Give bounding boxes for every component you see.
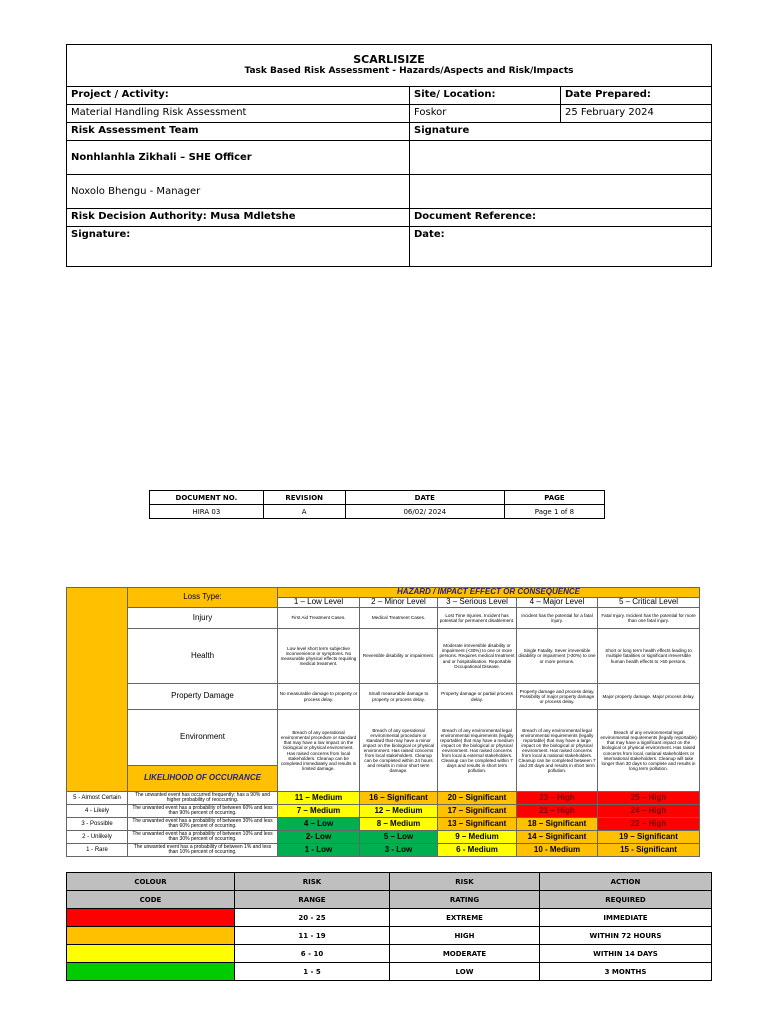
risk-score-cell: 3 - Low xyxy=(360,844,438,857)
legend-rating: MODERATE xyxy=(390,945,540,963)
legend-range: 11 - 19 xyxy=(235,927,390,945)
legend-header: CODE xyxy=(67,891,235,909)
risk-score-cell: 9 – Medium xyxy=(438,831,517,844)
property-damage-cell: Major property damage. Major process delay. xyxy=(598,684,700,710)
likelihood-label: 2 - Unlikely xyxy=(67,831,128,844)
property-damage-cell: Property damage and process delay. Possibility of major property damage or process delay. xyxy=(517,684,598,710)
environment-label: Environment xyxy=(128,710,278,766)
injury-cell: Lost Time Injuries. Incident has potential for permanent disablement. xyxy=(438,608,517,629)
health-cell: Reversible disability or impairment. xyxy=(360,629,438,684)
likelihood-description: The unwanted event has occurred frequently; has a 90% and higher probability of reoccurring. xyxy=(128,792,278,805)
environment-cell: Breach of any operational environmental procedure or standard that may have a minor impact on the biological or physical environment. Has raised concerns from local stakeholders. Cleanup can be completed within 24 hours and results in minor short term damage. xyxy=(360,710,438,792)
likelihood-description: The unwanted event has a probability of between 1% and less than 10% percent of occurring. xyxy=(128,844,278,857)
signature-cell-1 xyxy=(410,141,712,175)
likelihood-label: 5 - Almost Certain xyxy=(67,792,128,805)
doc-no-header: DOCUMENT NO. xyxy=(150,491,264,505)
level-5-header: 5 – Critical Level xyxy=(598,598,700,608)
team-member-1: Nonhlanhla Zikhali – SHE Officer xyxy=(67,141,410,175)
risk-score-cell: 14 – Significant xyxy=(517,831,598,844)
document-reference-label: Document Reference: xyxy=(410,209,712,227)
site-value: Foskor xyxy=(410,105,561,123)
level-2-header: 2 – Minor Level xyxy=(360,598,438,608)
hazard-title: HAZARD / IMPACT EFFECT OR CONSEQUENCE xyxy=(278,588,700,598)
level-3-header: 3 – Serious Level xyxy=(438,598,517,608)
legend-header: REQUIRED xyxy=(540,891,712,909)
legend-rating: EXTREME xyxy=(390,909,540,927)
team-label: Risk Assessment Team xyxy=(67,123,410,141)
risk-score-cell: 16 – Significant xyxy=(360,792,438,805)
likelihood-label: 3 - Possible xyxy=(67,818,128,831)
likelihood-label: 4 - Likely xyxy=(67,805,128,818)
risk-score-cell: 6 - Medium xyxy=(438,844,517,857)
environment-cell: Breach of any environmental legal environmental requirements (legally reportable) that may have a significant impact on the biological or physical environment. Has raised concerns from local, national stakeholders or international stakeholders. Cleanup will take longer than 30 days to complete and results in long term pollution. xyxy=(598,710,700,792)
risk-score-cell: 13 – Significant xyxy=(438,818,517,831)
legend-range: 6 - 10 xyxy=(235,945,390,963)
site-label: Site/ Location: xyxy=(410,87,561,105)
project-label: Project / Activity: xyxy=(67,87,410,105)
likelihood-label: 1 - Rare xyxy=(67,844,128,857)
level-4-header: 4 – Major Level xyxy=(517,598,598,608)
risk-score-cell: 23 – High xyxy=(517,792,598,805)
matrix-side-block xyxy=(67,588,128,792)
health-cell: Moderate irreversible disability or impairment (<30%) to one or more persons. Requires medical treatment and or hospitalisation. Reportable Occupational Disease. xyxy=(438,629,517,684)
signature-cell-2 xyxy=(410,175,712,209)
legend-range: 1 - 5 xyxy=(235,963,390,981)
risk-score-cell: 5 – Low xyxy=(360,831,438,844)
likelihood-title: LIKELIHOOD OF OCCURANCE xyxy=(128,766,278,792)
environment-cell: Breach of any environmental legal environmental requirements (legally reportable) that may have a medium impact on the biological or physical environment. Has raised concerns from local & external stakeholders. Cleanup can be completed within 7 days and results in short term pollution. xyxy=(438,710,517,792)
risk-score-cell: 7 – Medium xyxy=(278,805,360,818)
date-label-2: Date: xyxy=(410,227,712,267)
signature-label-2: Signature: xyxy=(67,227,410,267)
legend-header: RATING xyxy=(390,891,540,909)
health-cell: Low level short term subjective inconvenience or symptoms. No measurable physical effects requiring medical treatment. xyxy=(278,629,360,684)
injury-cell: Incident has the potential for a fatal injury. xyxy=(517,608,598,629)
risk-decision-authority: Risk Decision Authority: Musa Mdletshe xyxy=(67,209,410,227)
project-value: Material Handling Risk Assessment xyxy=(67,105,410,123)
legend-colour-swatch xyxy=(67,909,235,927)
revision-header: REVISION xyxy=(263,491,345,505)
legend-colour-swatch xyxy=(67,963,235,981)
level-1-header: 1 – Low Level xyxy=(278,598,360,608)
health-label: Health xyxy=(128,629,278,684)
injury-label: Injury xyxy=(128,608,278,629)
risk-score-cell: 15 - Significant xyxy=(598,844,700,857)
team-member-2: Noxolo Bhengu - Manager xyxy=(67,175,410,209)
risk-score-cell: 2- Low xyxy=(278,831,360,844)
environment-cell: Breach of any operational environmental procedure or standard that may have a low impact on the biological or physical environment. Has raised concerns from local stakeholders. Cleanup can be completed immediately and results in limited damage. xyxy=(278,710,360,792)
date-header: DATE xyxy=(345,491,504,505)
risk-score-cell: 10 - Medium xyxy=(517,844,598,857)
legend-colour-swatch xyxy=(67,927,235,945)
doc-no-value: HIRA 03 xyxy=(150,505,264,519)
property-damage-label: Property Damage xyxy=(128,684,278,710)
likelihood-description: The unwanted event has a probability of between 30% and less than 60% percent of occurring. xyxy=(128,818,278,831)
risk-score-cell: 25 – High xyxy=(598,792,700,805)
risk-matrix-table xyxy=(66,587,700,857)
risk-score-cell: 18 – Significant xyxy=(517,818,598,831)
health-cell: Single Fatality. Sever irreversible disability or impairment (>30%) to one or more persons. xyxy=(517,629,598,684)
risk-score-cell: 1 - Low xyxy=(278,844,360,857)
risk-score-cell: 19 – Significant xyxy=(598,831,700,844)
legend-action: 3 MONTHS xyxy=(540,963,712,981)
injury-cell: First Aid Treatment Cases. xyxy=(278,608,360,629)
document-info-table xyxy=(149,490,605,519)
legend-action: WITHIN 14 DAYS xyxy=(540,945,712,963)
legend-header: ACTION xyxy=(540,873,712,891)
injury-cell: Medical Treatment Cases. xyxy=(360,608,438,629)
likelihood-description: The unwanted event has a probability of between 60% and less than 90% percent of occurring. xyxy=(128,805,278,818)
page-header: PAGE xyxy=(504,491,604,505)
risk-score-cell: 22 – High xyxy=(598,818,700,831)
page-value: Page 1 of 8 xyxy=(504,505,604,519)
injury-cell: Fatal Injury. Incident has the potential for more than one fatal injury. xyxy=(598,608,700,629)
date-prepared-label: Date Prepared: xyxy=(561,87,712,105)
legend-colour-swatch xyxy=(67,945,235,963)
signature-label: Signature xyxy=(410,123,712,141)
risk-score-cell: 4 – Low xyxy=(278,818,360,831)
risk-score-cell: 20 – Significant xyxy=(438,792,517,805)
legend-header: RISK xyxy=(235,873,390,891)
legend-rating: HIGH xyxy=(390,927,540,945)
document-subtitle: Task Based Risk Assessment - Hazards/Aspects and Risk/Impacts xyxy=(244,66,574,76)
legend-action: WITHIN 72 HOURS xyxy=(540,927,712,945)
legend-header: RISK xyxy=(390,873,540,891)
legend-rating: LOW xyxy=(390,963,540,981)
legend-range: 20 - 25 xyxy=(235,909,390,927)
property-damage-cell: Small measurable damage to property or process delay. xyxy=(360,684,438,710)
likelihood-description: The unwanted event has a probability of between 10% and less than 30% percent of occurring. xyxy=(128,831,278,844)
date-prepared-value: 25 February 2024 xyxy=(561,105,712,123)
property-damage-cell: Property damage or partial process delay. xyxy=(438,684,517,710)
revision-value: A xyxy=(263,505,345,519)
legend-header: RANGE xyxy=(235,891,390,909)
loss-type-label: Loss Type: xyxy=(128,588,278,608)
risk-score-cell: 17 – Significant xyxy=(438,805,517,818)
risk-score-cell: 21 – High xyxy=(517,805,598,818)
date-value: 06/02/ 2024 xyxy=(345,505,504,519)
legend-action: IMMEDIATE xyxy=(540,909,712,927)
legend-header: COLOUR xyxy=(67,873,235,891)
company-name: SCARLISIZE xyxy=(353,53,425,66)
risk-score-cell: 11 – Medium xyxy=(278,792,360,805)
title-cell xyxy=(67,45,712,87)
property-damage-cell: No measurable damage to property or process delay. xyxy=(278,684,360,710)
risk-legend-table xyxy=(66,872,712,981)
risk-score-cell: 24 – High xyxy=(598,805,700,818)
environment-cell: Breach of any environmental legal environmental requirements (legally reportable) that may have a large impact on the biological or physical environment. Has raised concerns from local & national stakeholders. Cleanup can be completed between 7 and 30 days and results in short term pollution. xyxy=(517,710,598,792)
health-cell: Short or long term health effects leading to multiple fatalities or significant irreversible human health effects to >50 persons. xyxy=(598,629,700,684)
risk-assessment-header-table xyxy=(66,44,712,267)
risk-score-cell: 12 – Medium xyxy=(360,805,438,818)
risk-score-cell: 8 – Medium xyxy=(360,818,438,831)
